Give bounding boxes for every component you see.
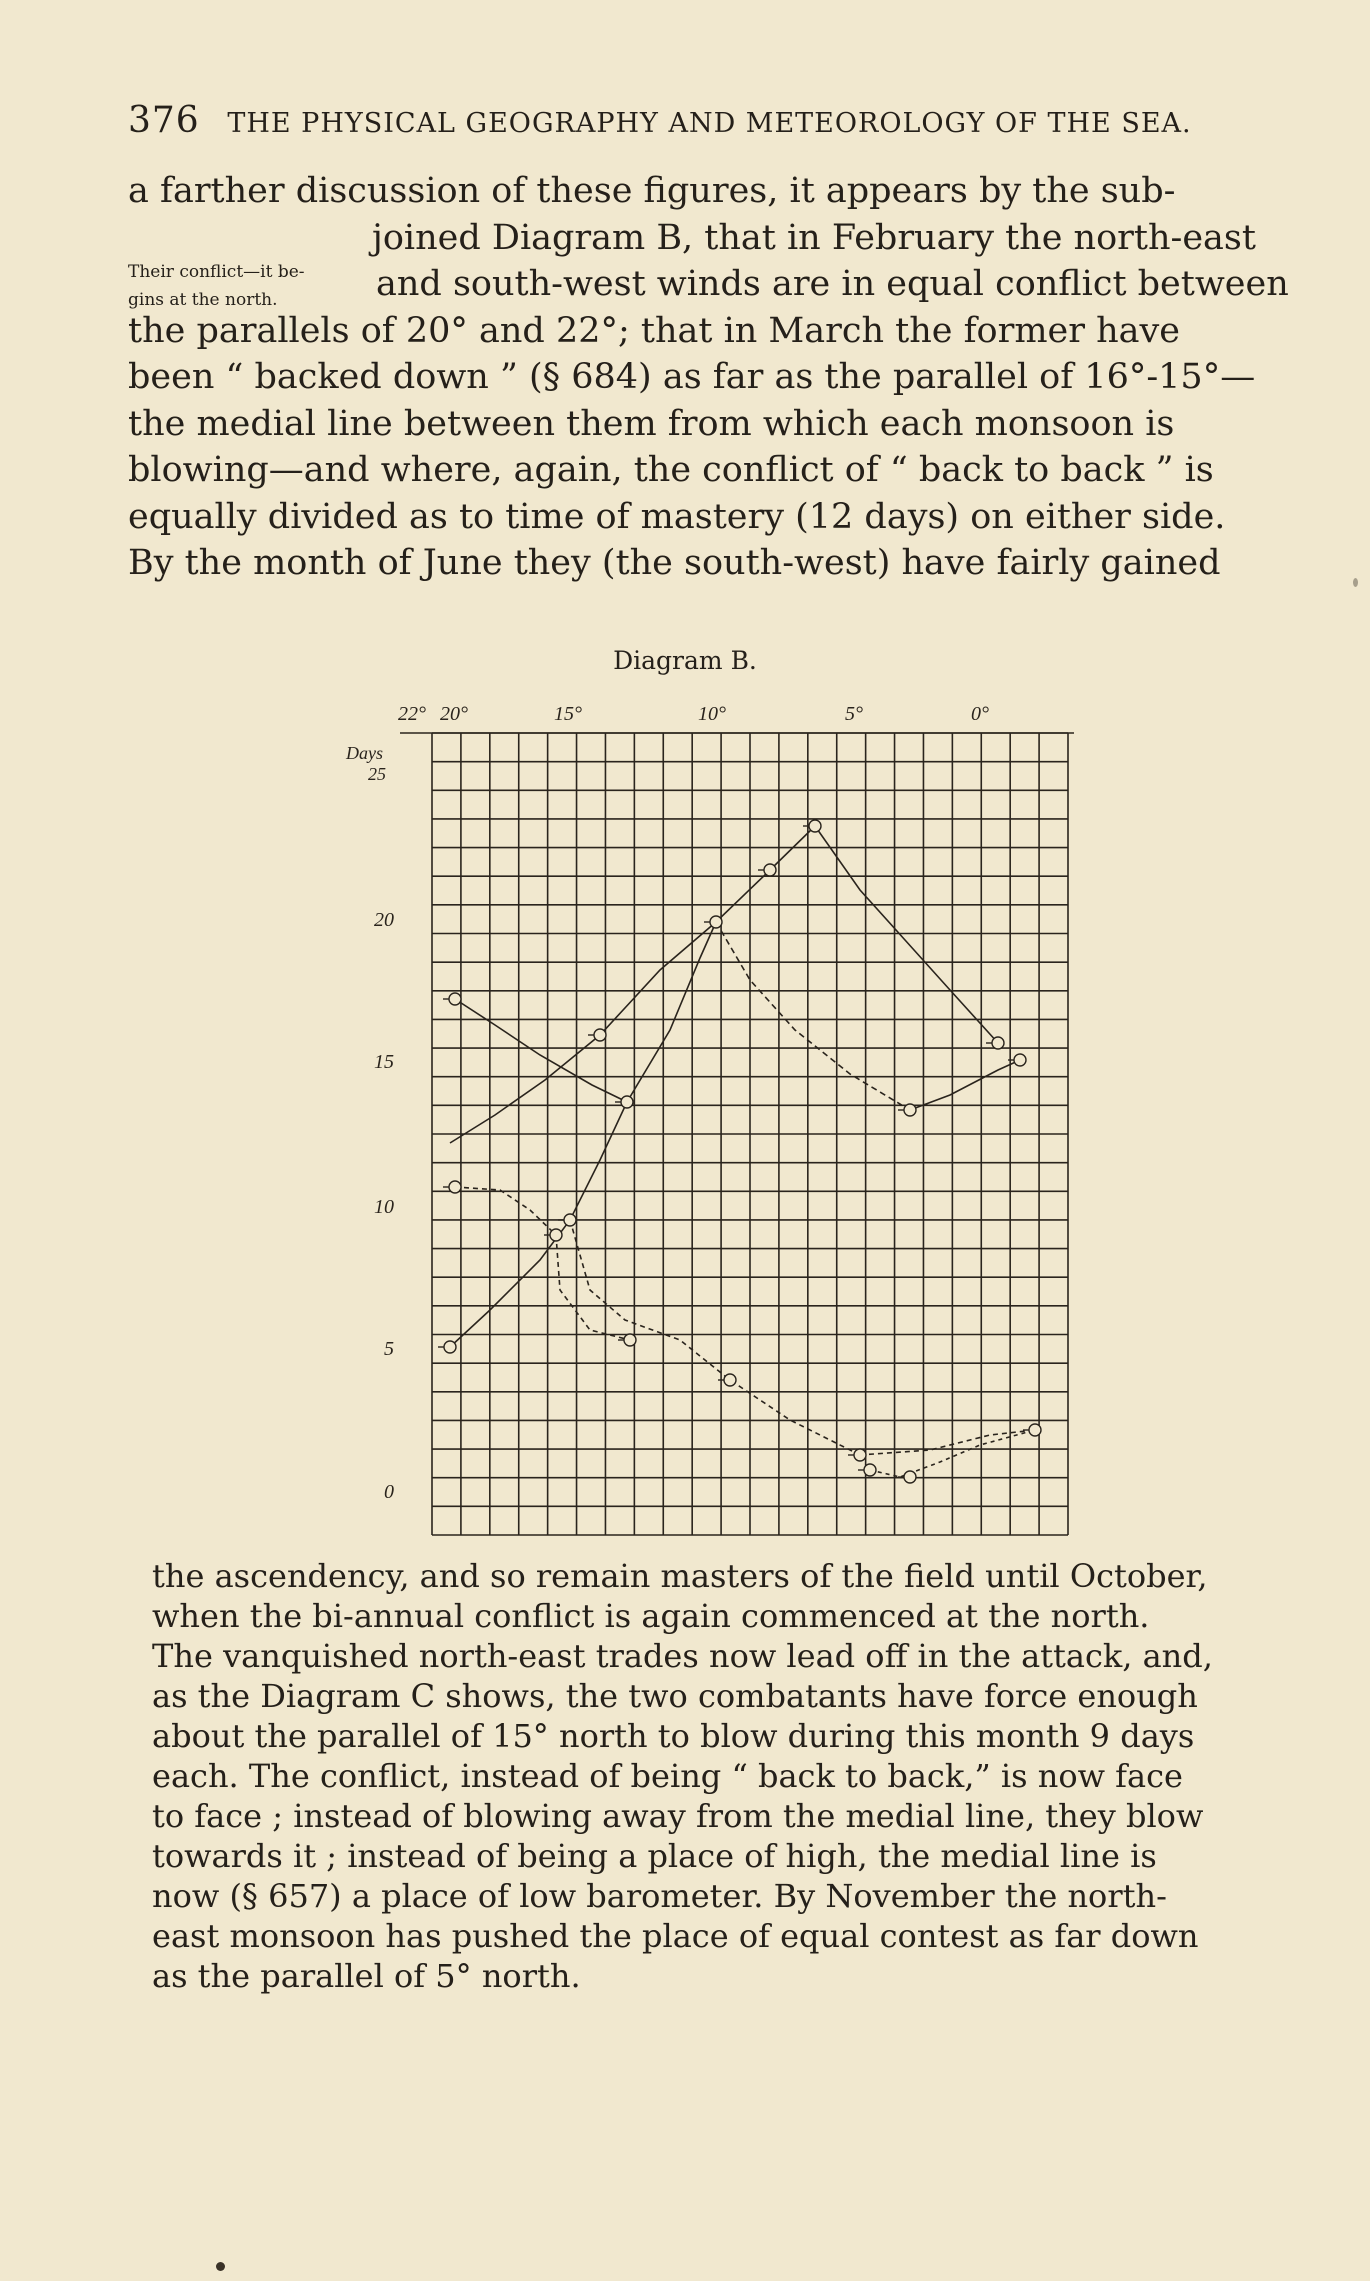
x-tick-label: 22° [398,703,426,725]
margin-note-line-1: Their conflict—it be- [128,262,305,282]
x-tick-label: 5° [845,703,863,725]
paragraph-line: and south-west winds are in equal conflict between [376,264,1289,304]
ne-curve-middle [716,922,910,1110]
wind-symbol-icon [864,1464,876,1476]
y-tick-label: 5 [384,1338,394,1360]
paragraph-line: blowing—and where, again, the conflict of “ back to back ” is [128,450,1214,490]
y-tick-label: 20 [374,909,394,931]
paragraph-line: when the bi-annual conflict is again commenced at the north. [152,1597,1150,1635]
running-title: THE PHYSICAL GEOGRAPHY AND METEOROLOGY OF THE SEA. [227,108,1192,139]
wind-symbol-icon [764,864,776,876]
wind-symbol-icon [1029,1424,1041,1436]
paragraph-line: about the parallel of 15° north to blow during this month 9 days [152,1717,1195,1755]
paragraph-line: east monsoon has pushed the place of equal contest as far down [152,1917,1199,1955]
paragraph-line: to face ; instead of blowing away from the medial line, they blow [152,1797,1204,1835]
y-tick-label: 25 [368,764,386,784]
sw-curve-right [910,1060,1020,1110]
grid [400,733,1074,1535]
wind-symbol-icon [564,1214,576,1226]
paragraph-line: now (§ 657) a place of low barometer. By November the north- [152,1877,1167,1915]
paragraph-line: as the parallel of 5° north. [152,1957,581,1995]
paragraph-line: joined Diagram B, that in February the north-east [372,217,1256,258]
wind-symbol-icon [724,1374,736,1386]
page-number: 376 [128,100,200,141]
paragraph-line: the parallels of 20° and 22°; that in March the former have [128,310,1180,351]
ne-monsoon-curve [815,826,998,1043]
sw-curve-bottom [860,1430,1035,1455]
ne-curve-upper-left [455,999,627,1102]
y-tick-label: 15 [374,1051,394,1073]
wind-symbols [438,820,1041,1483]
x-tick-label: 0° [971,703,989,725]
paragraph-line: By the month of June they (the south-west) have fairly gained [128,543,1221,583]
paragraph-line: the medial line between them from which each monsoon is [128,403,1175,444]
wind-symbol-icon [854,1449,866,1461]
paragraph-line: as the Diagram C shows, the two combatants have force enough [152,1677,1198,1715]
paragraph-line: a farther discussion of these figures, it appears by the sub- [128,171,1176,211]
ne-curve-lower-left [455,1187,556,1235]
x-tick-label: 20° [440,703,468,725]
paper-speck [1353,578,1358,587]
wind-symbol-icon [550,1229,562,1241]
paragraph-2 [152,1556,1302,1996]
wind-symbol-icon [904,1104,916,1116]
wind-curves [450,826,1035,1477]
wind-symbol-icon [1014,1054,1026,1066]
diagram-title: Diagram B. [613,646,757,675]
paragraph-line: equally divided as to time of mastery (12 days) on either side. [128,496,1226,537]
wind-symbol-icon [992,1037,1004,1049]
wind-symbol-icon [809,820,821,832]
y-tick-label: 10 [374,1196,394,1218]
paper-speck [216,2262,225,2271]
x-tick-label: 15° [554,703,582,725]
wind-symbol-icon [444,1341,456,1353]
paragraph-line: towards it ; instead of being a place of high, the medial line is [152,1837,1157,1875]
wind-symbol-icon [594,1029,606,1041]
paragraph-line: the ascendency, and so remain masters of the field until October, [152,1557,1208,1595]
margin-note-line-2: gins at the north. [128,290,278,310]
axis-labels [345,703,989,1503]
y-axis-title: Days [346,743,383,763]
diagram-b [330,690,1090,1560]
wind-symbol-icon [449,1181,461,1193]
wind-symbol-icon [624,1334,636,1346]
sw-monsoon-curve [450,826,815,1143]
paragraph-line: each. The conflict, instead of being “ back to back,” is now face [152,1757,1183,1795]
wind-symbol-icon [710,916,722,928]
sw-curve-lower [450,1102,627,1347]
ne-curve-branch [556,1235,630,1340]
wind-symbol-icon [449,993,461,1005]
running-header [128,100,1248,141]
paragraph-line: The vanquished north-east trades now lead off in the attack, and, [152,1637,1213,1675]
sw-curve-branch [627,922,716,1102]
wind-symbol-icon [621,1096,633,1108]
wind-symbol-icon [904,1471,916,1483]
y-tick-label: 0 [384,1481,394,1503]
x-tick-label: 10° [698,703,726,725]
paragraph-1 [128,168,1289,587]
paragraph-line: been “ backed down ” (§ 684) as far as the parallel of 16°-15°— [128,357,1256,397]
